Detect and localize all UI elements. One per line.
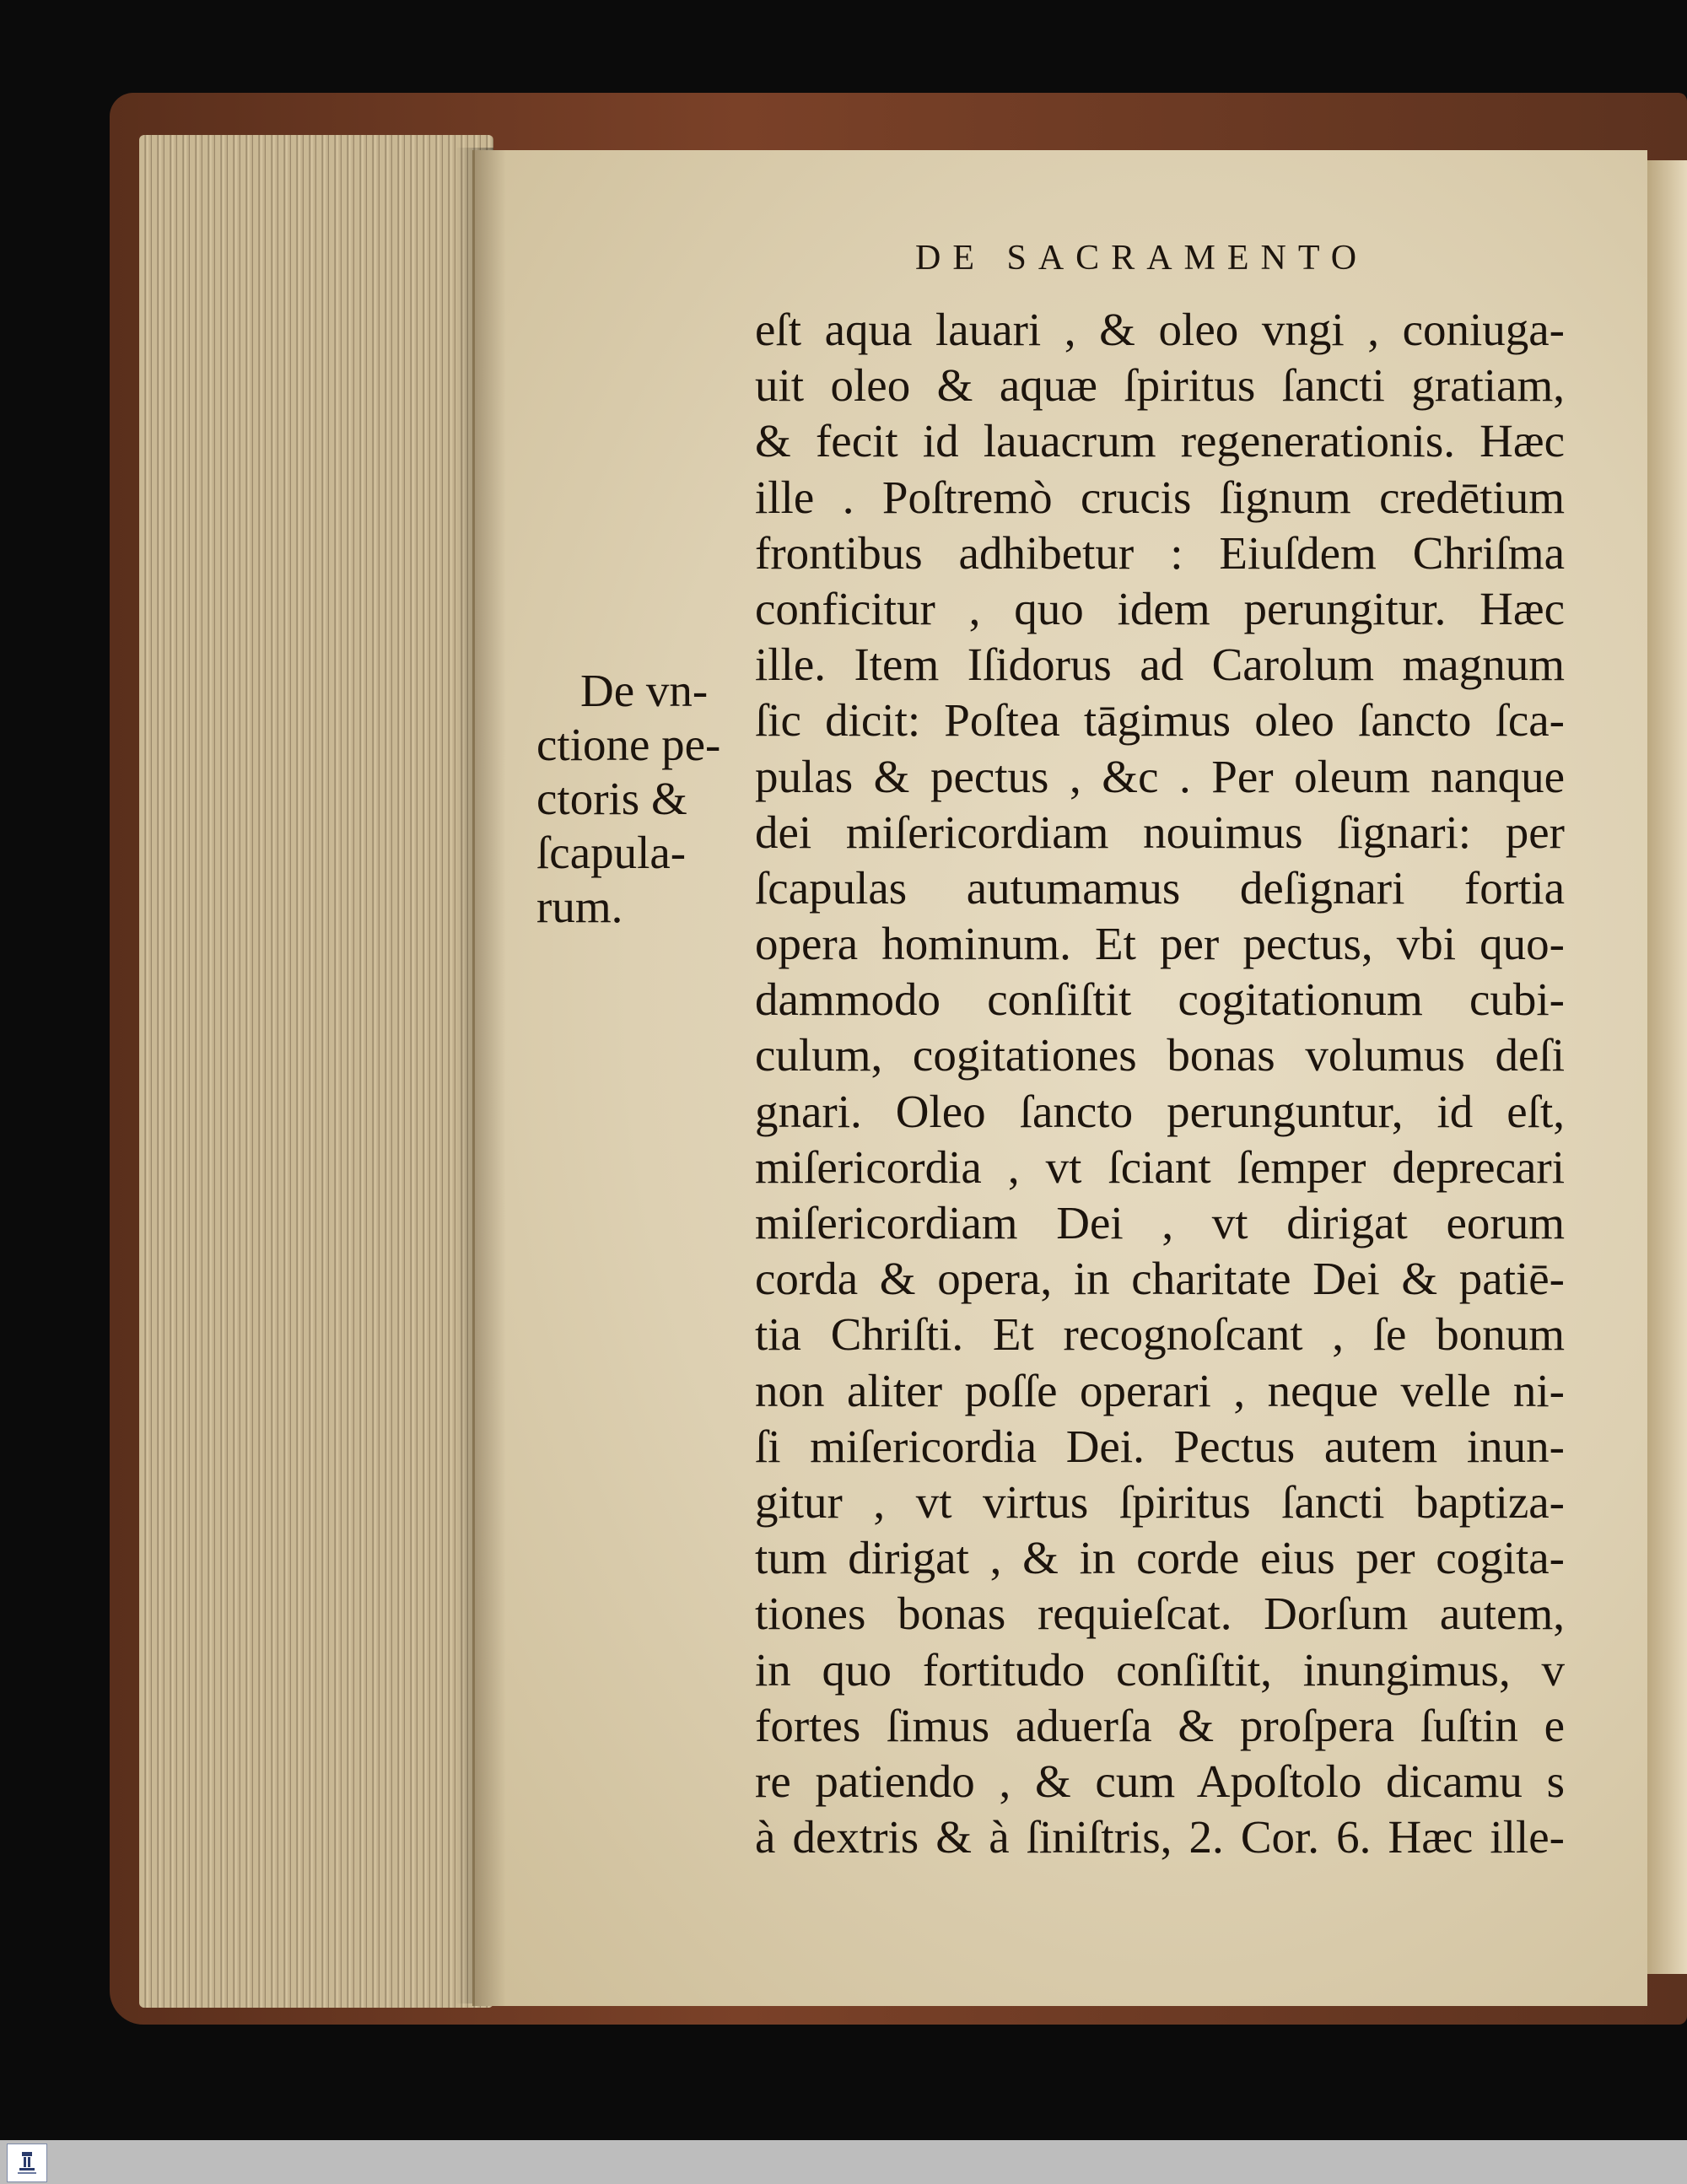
margin-note-line: De vn-: [580, 665, 709, 716]
library-logo-icon-graphic: [14, 2149, 40, 2177]
text-line: ille. Item Iſidorus ad Carolum magnum: [755, 639, 1565, 691]
text-line: ſcapulas autumamus deſignari fortia: [755, 861, 1565, 914]
body-text: [755, 302, 1565, 1865]
viewer-footer-bar: [0, 2140, 1687, 2184]
text-line: uit oleo & aquæ ſpiritus ſancti gratiam,: [755, 359, 1565, 412]
text-line: tia Chriſti. Et recognoſcant , ſe bonum: [755, 1308, 1565, 1361]
margin-note-line: ctione pe-: [536, 719, 721, 770]
margin-note-line: ſcapula-: [536, 827, 687, 878]
text-line: in quo fortitudo conſiſtit, inungimus, v: [755, 1643, 1565, 1696]
text-line: tum dirigat , & in corde eius per cogita-: [755, 1532, 1565, 1584]
margin-note: [536, 664, 726, 934]
text-line: non aliter poſſe operari , neque velle ni-: [755, 1364, 1565, 1416]
text-line: culum, cogitationes bonas volumus deſi: [755, 1029, 1565, 1081]
text-line: tiones bonas requieſcat. Dorſum autem,: [755, 1588, 1565, 1640]
margin-note-line: rum.: [536, 881, 623, 932]
margin-note-line: ctoris &: [536, 773, 687, 824]
library-logo-icon: [7, 2144, 47, 2182]
text-line: miſericordiam Dei , vt dirigat eorum: [755, 1197, 1565, 1248]
facing-page-edge: [1645, 160, 1687, 1974]
text-line: re patiendo , & cum Apoſtolo dicamu s: [755, 1755, 1565, 1807]
text-line: conficitur , quo idem perungitur. Hæc: [755, 582, 1565, 634]
text-line: gitur , vt virtus ſpiritus ſancti baptiza-: [755, 1475, 1565, 1528]
text-line: dei miſericordiam nouimus ſignari: per: [755, 806, 1565, 858]
page-edges: [139, 135, 493, 2008]
text-line: ille . Poſtremò crucis ſignum credētium: [755, 471, 1565, 523]
text-line: gnari. Oleo ſancto perunguntur, id eſt,: [755, 1085, 1565, 1137]
text-line: ſi miſericordia Dei. Pectus autem inun-: [755, 1420, 1565, 1472]
text-line: eſt aqua lauari , & oleo vngi , coniuga-: [755, 304, 1565, 355]
text-line: miſericordia , vt ſciant ſemper deprecari: [755, 1141, 1565, 1193]
text-line: fortes ſimus aduerſa & proſpera ſuſtin e: [755, 1699, 1565, 1751]
running-head: DE SACRAMENTO: [915, 239, 1369, 278]
text-line: à dextris & à ſiniſtris, 2. Cor. 6. Hæc ille-: [755, 1811, 1565, 1863]
text-line: corda & opera, in charitate Dei & patiē-: [755, 1253, 1565, 1305]
gutter-shadow: [472, 150, 506, 2006]
text-line: frontibus adhibetur : Eiuſdem Chriſma: [755, 526, 1565, 579]
text-line: opera hominum. Et per pectus, vbi quo-: [755, 918, 1565, 970]
text-line: dammodo conſiſtit cogitationum cubi-: [755, 973, 1565, 1026]
text-line: pulas & pectus , &c . Per oleum nanque: [755, 750, 1565, 802]
text-line: ſic dicit: Poſtea tāgimus oleo ſancto ſca-: [755, 694, 1565, 747]
text-line: & fecit id lauacrum regenerationis. Hæc: [755, 415, 1565, 467]
